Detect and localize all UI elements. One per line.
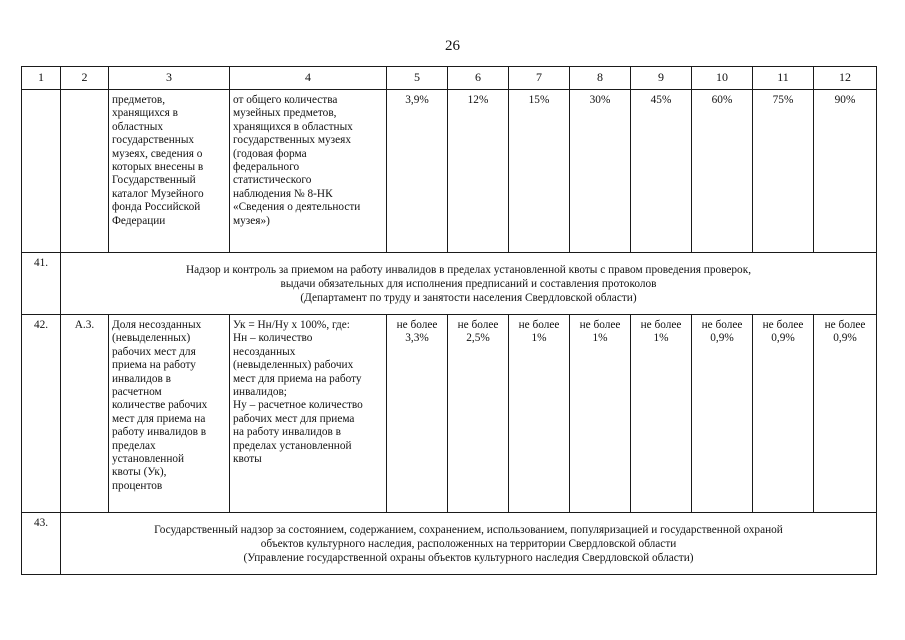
section-agency-line: (Управление государственной охраны объектов культурного наследия Свердловской области): [243, 552, 694, 564]
section-row: [22, 513, 877, 575]
indicators-table: [21, 66, 877, 575]
section-title-line: объектов культурного наследия, расположенных на территории Свердловской области: [260, 538, 677, 550]
row-number-cell: 41.: [22, 253, 61, 315]
column-number-cell: 7: [509, 67, 570, 90]
calculation-method-cell: Ук = Нн/Ну х 100%, где: Нн – количество несозданных (невыделенных) рабочих мест для приема на работу инвалидов; Ну – расчетное количество рабочих мест для приема на работу инвалидов в пределах установленной квоты: [230, 315, 387, 513]
section-heading-cell: [61, 513, 877, 575]
column-number-cell: 3: [109, 67, 230, 90]
table-row: [22, 315, 877, 513]
table-row: [22, 90, 877, 253]
target-value-cell: не более 1%: [570, 315, 631, 513]
row-code-cell: [61, 90, 109, 253]
column-number-cell: 11: [753, 67, 814, 90]
column-number-cell: 5: [387, 67, 448, 90]
target-value-cell: не более 0,9%: [814, 315, 877, 513]
column-numbers-row: [22, 67, 877, 90]
target-value-cell: 30%: [570, 90, 631, 253]
column-number-cell: 10: [692, 67, 753, 90]
section-row: [22, 253, 877, 315]
target-value-cell: 12%: [448, 90, 509, 253]
target-value-cell: 15%: [509, 90, 570, 253]
target-value-cell: не более 3,3%: [387, 315, 448, 513]
indicator-name-cell: Доля несозданных (невыделенных) рабочих мест для приема на работу инвалидов в расчетном количестве рабочих мест для приема на работу инвалидов в пределах установленной квоты (Ук), процентов: [109, 315, 230, 513]
section-title-line: Надзор и контроль за приемом на работу инвалидов в пределах установленной квоты с правом проведения проверок,: [185, 264, 752, 276]
target-value-cell: не более 0,9%: [692, 315, 753, 513]
column-number-cell: 4: [230, 67, 387, 90]
target-value-cell: не более 2,5%: [448, 315, 509, 513]
column-number-cell: 2: [61, 67, 109, 90]
row-number-cell: 43.: [22, 513, 61, 575]
target-value-cell: не более 0,9%: [753, 315, 814, 513]
target-value-cell: не более 1%: [509, 315, 570, 513]
target-value-cell: 75%: [753, 90, 814, 253]
column-number-cell: 1: [22, 67, 61, 90]
section-title-line: выдачи обязательных для исполнения предписаний и составления протоколов: [280, 278, 657, 290]
column-number-cell: 6: [448, 67, 509, 90]
target-value-cell: 60%: [692, 90, 753, 253]
column-number-cell: 9: [631, 67, 692, 90]
row-code-cell: А.3.: [61, 315, 109, 513]
column-number-cell: 12: [814, 67, 877, 90]
target-value-cell: не более 1%: [631, 315, 692, 513]
section-heading-cell: [61, 253, 877, 315]
target-value-cell: 3,9%: [387, 90, 448, 253]
row-number-cell: 42.: [22, 315, 61, 513]
page-number: 26: [445, 38, 460, 54]
calculation-method-cell: от общего количества музейных предметов, хранящихся в областных государственных музеях (годовая форма федерального статистического наблюдения № 8-НК «Сведения о деятельности музея»): [230, 90, 387, 253]
indicator-name-cell: предметов, хранящихся в областных государственных музеях, сведения о которых внесены в Государственный каталог Музейного фонда Российской Федерации: [109, 90, 230, 253]
section-agency-line: (Департамент по труду и занятости населения Свердловской области): [300, 292, 637, 304]
target-value-cell: 45%: [631, 90, 692, 253]
column-number-cell: 8: [570, 67, 631, 90]
section-title-line: Государственный надзор за состоянием, содержанием, сохранением, использованием, популяризацией и государственной охраной: [154, 524, 783, 536]
target-value-cell: 90%: [814, 90, 877, 253]
row-number-cell: [22, 90, 61, 253]
